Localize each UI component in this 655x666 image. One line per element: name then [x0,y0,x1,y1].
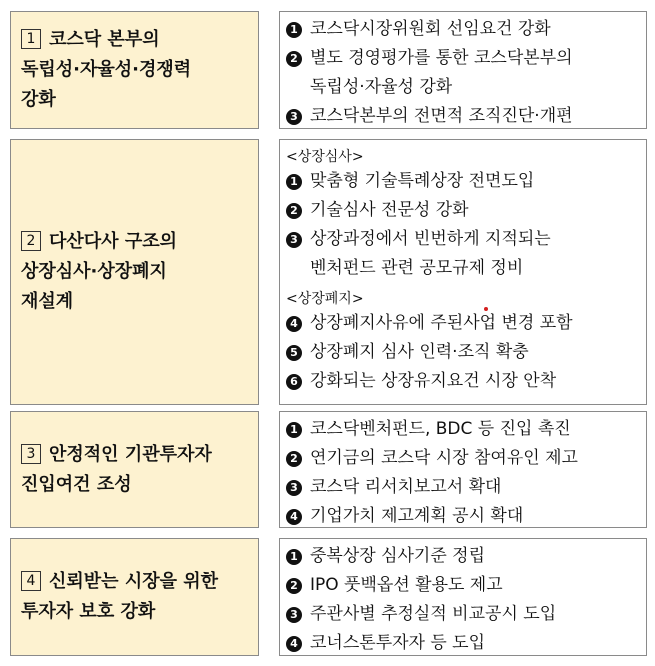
section-2-title-cell [10,139,259,405]
section-number-box: 1 [21,29,41,49]
list-item: 2 연기금의 코스닥 시장 참여유인 제고 [286,444,646,473]
section-2 [10,139,647,405]
list-item: 4 상장폐지사유에 주된사업 변경 포함 [286,309,646,338]
number-badge-icon: 3 [286,109,302,125]
list-item: 4 기업가치 제고계획 공시 확대 [286,502,646,531]
number-badge-icon: 6 [286,374,302,390]
section-3 [10,411,647,528]
section-2-items [279,139,647,405]
section-1-items [279,11,647,129]
list-item: 5 상장폐지 심사 인력·조직 확충 [286,338,646,367]
number-badge-icon: 5 [286,345,302,361]
number-badge-icon: 2 [286,578,302,594]
list-item: 1 코스닥벤처펀드, BDC 등 진입 촉진 [286,415,646,444]
list-item: 3 상장과정에서 빈번하게 지적되는 벤처펀드 관련 공모규제 정비 [286,225,646,283]
number-badge-icon: 3 [286,232,302,248]
section-1 [10,11,647,129]
list-item: 6 강화되는 상장유지요건 시장 안착 [286,367,646,396]
number-badge-icon: 2 [286,51,302,67]
list-item: 2 IPO 풋백옵션 활용도 제고 [286,571,646,600]
number-badge-icon: 1 [286,174,302,190]
number-badge-icon: 1 [286,422,302,438]
number-badge-icon: 2 [286,203,302,219]
number-badge-icon: 4 [286,509,302,525]
number-badge-icon: 1 [286,549,302,565]
number-badge-icon: 1 [286,22,302,38]
list-item: 4 코너스톤투자자 등 도입 [286,629,646,658]
number-badge-icon: 3 [286,480,302,496]
list-item: 1 코스닥시장위원회 선임요건 강화 [286,15,646,44]
group-label: <상장심사> [286,149,364,165]
section-number-box: 4 [21,571,41,591]
list-item: 1 맞춤형 기술특례상장 전면도입 [286,167,646,196]
section-4-title-cell [10,538,259,656]
list-item: 2 기술심사 전문성 강화 [286,196,646,225]
list-item: 2 별도 경영평가를 통한 코스닥본부의 독립성·자율성 강화 [286,44,646,102]
list-item: 3 주관사별 추정실적 비교공시 도입 [286,600,646,629]
section-4 [10,538,647,656]
list-item: 3 코스닥 리서치보고서 확대 [286,473,646,502]
red-dot-mark [484,307,488,311]
list-item: 3 코스닥본부의 전면적 조직진단·개편 [286,102,646,131]
section-3-title-cell [10,411,259,528]
section-1-title: 1 코스닥 본부의 독립성·자율성·경쟁력 강화 [21,29,192,110]
section-2-title: 2 다산다사 구조의 상장심사·상장폐지 재설계 [21,231,177,312]
number-badge-icon: 4 [286,636,302,652]
number-badge-icon: 2 [286,451,302,467]
list-item: 1 중복상장 심사기준 정립 [286,542,646,571]
section-1-title-cell [10,11,259,129]
section-4-items [279,538,647,656]
section-number-box: 2 [21,231,41,251]
number-badge-icon: 4 [286,316,302,332]
section-3-title: 3 안정적인 기관투자자 진입여건 조성 [21,443,212,495]
section-3-items [279,411,647,528]
section-4-title: 4 신뢰받는 시장을 위한 투자자 보호 강화 [21,571,219,622]
number-badge-icon: 3 [286,607,302,623]
group-label: <상장폐지> [286,291,364,307]
section-number-box: 3 [21,444,41,464]
